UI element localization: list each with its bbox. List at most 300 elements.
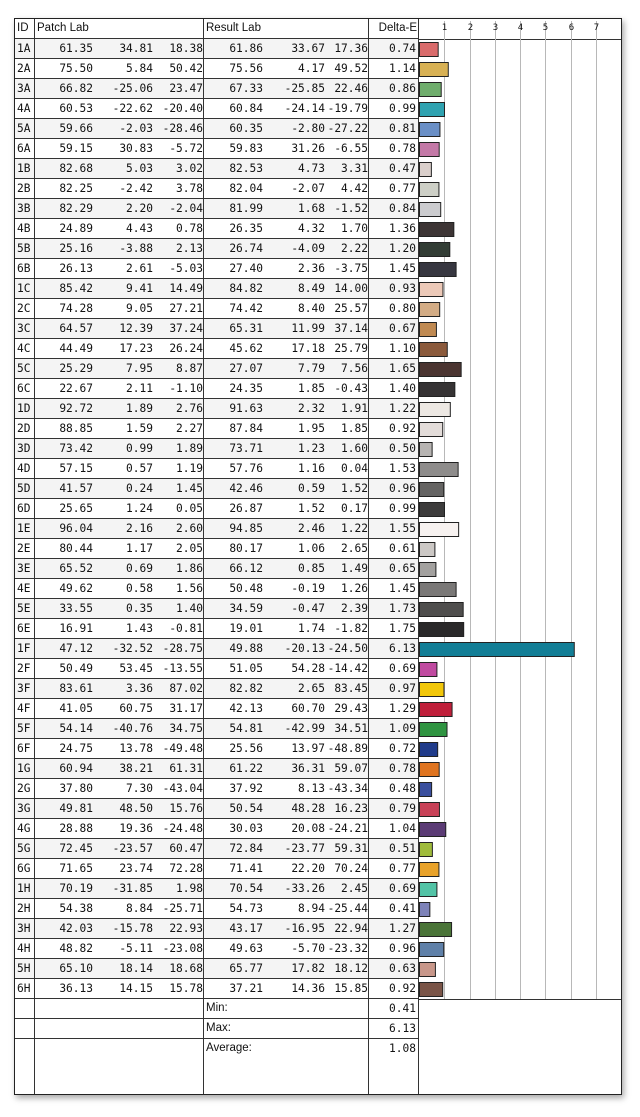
patch-b: 18.38	[169, 42, 203, 55]
delta-e-bar	[420, 63, 449, 77]
x-tick-label: 1	[441, 23, 448, 33]
result-l: 74.42	[229, 302, 263, 315]
patch-b: 27.21	[169, 302, 203, 315]
delta-e-bar	[420, 363, 462, 377]
result-l: 65.31	[229, 322, 263, 335]
patch-l: 50.49	[59, 662, 93, 675]
patch-id: 4B	[17, 222, 31, 235]
patch-l: 61.35	[59, 42, 93, 55]
patch-a: 0.35	[126, 602, 153, 615]
result-a: 1.95	[298, 422, 325, 435]
result-a: 1.16	[298, 462, 325, 475]
delta-e-value: 1.22	[389, 402, 416, 415]
result-l: 45.62	[229, 342, 263, 355]
result-b: 2.65	[341, 542, 368, 555]
patch-a: 0.24	[126, 482, 153, 495]
table-row	[15, 859, 419, 879]
result-a: 0.59	[298, 482, 325, 495]
patch-id: 5C	[17, 362, 31, 375]
patch-l: 25.65	[59, 502, 93, 515]
result-l: 84.82	[229, 282, 263, 295]
patch-a: 1.59	[126, 422, 153, 435]
patch-b: -20.40	[162, 102, 203, 115]
result-b: 1.60	[341, 442, 368, 455]
patch-l: 82.25	[59, 182, 93, 195]
table-row	[15, 59, 419, 79]
delta-e-bar	[420, 743, 438, 757]
table-row	[15, 359, 419, 379]
patch-l: 41.05	[59, 702, 93, 715]
delta-e-value: 0.77	[389, 182, 416, 195]
delta-e-value: 1.53	[389, 462, 416, 475]
patch-id: 3F	[17, 682, 31, 695]
patch-b: -13.55	[162, 662, 203, 675]
delta-e-value: 0.99	[389, 502, 416, 515]
result-b: 37.14	[334, 322, 368, 335]
result-b: 25.57	[334, 302, 368, 315]
patch-b: -28.75	[162, 642, 203, 655]
delta-e-bar	[420, 603, 464, 617]
delta-e-value: 0.48	[389, 782, 416, 795]
table-row	[15, 799, 419, 819]
x-tick-label: 5	[542, 23, 549, 33]
table-row	[15, 219, 419, 239]
patch-id: 1H	[17, 882, 31, 895]
patch-a: 14.15	[119, 982, 153, 995]
result-b: 70.24	[334, 862, 368, 875]
table-row	[15, 259, 419, 279]
delta-e-value: 0.96	[389, 482, 416, 495]
patch-b: -2.04	[169, 202, 203, 215]
result-a: 33.67	[291, 42, 325, 55]
patch-lab-header: Patch Lab	[37, 22, 89, 34]
patch-b: 18.68	[169, 962, 203, 975]
result-b: -1.52	[334, 202, 368, 215]
delta-e-bar	[420, 283, 443, 297]
result-b: -43.34	[327, 782, 368, 795]
bars-group	[420, 43, 575, 997]
patch-l: 59.66	[59, 122, 93, 135]
result-a: -24.14	[284, 102, 325, 115]
patch-l: 96.04	[59, 522, 93, 535]
delta-e-value: 0.41	[389, 902, 416, 915]
patch-b: 14.49	[169, 282, 203, 295]
table-row	[15, 39, 419, 59]
table-row	[15, 579, 419, 599]
result-a: -20.13	[284, 642, 325, 655]
patch-a: 2.11	[126, 382, 153, 395]
patch-b: 8.87	[176, 362, 203, 375]
patch-a: -31.85	[112, 882, 153, 895]
patch-l: 44.49	[59, 342, 93, 355]
summary-value: 6.13	[389, 1022, 416, 1035]
patch-b: 1.56	[176, 582, 203, 595]
patch-a: 7.95	[126, 362, 153, 375]
result-b: 4.42	[341, 182, 368, 195]
result-a: 7.79	[298, 362, 325, 375]
delta-e-value: 0.72	[389, 742, 416, 755]
delta-e-bar	[420, 823, 446, 837]
patch-l: 57.15	[59, 462, 93, 475]
patch-b: 1.98	[176, 882, 203, 895]
result-b: 59.31	[334, 842, 368, 855]
result-l: 87.84	[229, 422, 263, 435]
result-a: 2.65	[298, 682, 325, 695]
table-row	[15, 759, 419, 779]
patch-id: 1G	[17, 762, 31, 775]
result-l: 49.88	[229, 642, 263, 655]
result-a: 20.08	[291, 822, 325, 835]
patch-id: 6H	[17, 982, 31, 995]
patch-b: -0.81	[169, 622, 203, 635]
patch-b: 3.02	[176, 162, 203, 175]
delta-e-bar	[420, 683, 444, 697]
patch-l: 88.85	[59, 422, 93, 435]
result-l: 54.81	[229, 722, 263, 735]
patch-b: 3.78	[176, 182, 203, 195]
table-row	[15, 139, 419, 159]
result-a: 4.17	[298, 62, 325, 75]
patch-l: 66.82	[59, 82, 93, 95]
result-l: 25.56	[229, 742, 263, 755]
result-b: -27.22	[327, 122, 368, 135]
patch-a: 1.24	[126, 502, 153, 515]
patch-id: 6F	[17, 742, 31, 755]
patch-id: 6G	[17, 862, 31, 875]
result-a: 8.13	[298, 782, 325, 795]
delta-e-value: 1.09	[389, 722, 416, 735]
result-b: -24.21	[327, 822, 368, 835]
patch-id: 3G	[17, 802, 31, 815]
table-row	[15, 639, 419, 659]
delta-e-bar	[420, 843, 433, 857]
delta-e-value: 0.63	[389, 962, 416, 975]
delta-e-bar	[420, 203, 441, 217]
result-l: 71.41	[229, 862, 263, 875]
result-l: 50.48	[229, 582, 263, 595]
patch-b: 2.13	[176, 242, 203, 255]
result-l: 72.84	[229, 842, 263, 855]
patch-a: 53.45	[119, 662, 153, 675]
patch-a: -2.42	[119, 182, 153, 195]
table-row	[15, 99, 419, 119]
result-a: -2.07	[291, 182, 325, 195]
patch-l: 65.52	[59, 562, 93, 575]
result-l: 65.77	[229, 962, 263, 975]
patch-a: 1.43	[126, 622, 153, 635]
result-l: 26.35	[229, 222, 263, 235]
delta-e-value: 0.92	[389, 982, 416, 995]
patch-l: 36.13	[59, 982, 93, 995]
result-b: -25.44	[327, 902, 368, 915]
delta-e-bar	[420, 583, 457, 597]
patch-a: 0.58	[126, 582, 153, 595]
delta-e-value: 0.99	[389, 102, 416, 115]
patch-id: 6B	[17, 262, 31, 275]
patch-id: 3E	[17, 562, 31, 575]
delta-e-bar	[420, 303, 440, 317]
delta-e-value: 1.55	[389, 522, 416, 535]
patch-b: 15.78	[169, 982, 203, 995]
patch-a: 0.69	[126, 562, 153, 575]
delta-e-bar	[420, 543, 435, 557]
id-header: ID	[17, 22, 29, 34]
patch-l: 83.61	[59, 682, 93, 695]
result-a: 2.46	[298, 522, 325, 535]
delta-e-value: 0.61	[389, 542, 416, 555]
patch-a: -40.76	[112, 722, 153, 735]
result-l: 57.76	[229, 462, 263, 475]
table-row	[15, 739, 419, 759]
delta-e-bar	[420, 183, 439, 197]
delta-e-bar	[420, 443, 433, 457]
result-l: 51.05	[229, 662, 263, 675]
delta-e-bar	[420, 963, 436, 977]
patch-l: 82.68	[59, 162, 93, 175]
result-a: -33.26	[284, 882, 325, 895]
result-a: 2.32	[298, 402, 325, 415]
table-row	[15, 399, 419, 419]
result-a: -16.95	[284, 922, 325, 935]
patch-a: -25.06	[112, 82, 153, 95]
result-l: 42.13	[229, 702, 263, 715]
result-a: 1.68	[298, 202, 325, 215]
delta-e-bar	[420, 123, 440, 137]
delta-e-value: 1.10	[389, 342, 416, 355]
patch-b: 0.05	[176, 502, 203, 515]
result-b: -23.32	[327, 942, 368, 955]
delta-e-value: 0.77	[389, 862, 416, 875]
table-row	[15, 519, 419, 539]
delta-e-bar	[420, 943, 444, 957]
delta-e-bar	[420, 503, 445, 517]
patch-a: 3.36	[126, 682, 153, 695]
result-l: 50.54	[229, 802, 263, 815]
patch-id: 2D	[17, 422, 31, 435]
delta-e-value: 0.51	[389, 842, 416, 855]
result-b: 7.56	[341, 362, 368, 375]
delta-e-value: 0.69	[389, 882, 416, 895]
result-l: 61.22	[229, 762, 263, 775]
table-row	[15, 379, 419, 399]
delta-e-value: 0.80	[389, 302, 416, 315]
delta-e-bar	[420, 663, 437, 677]
result-l: 49.63	[229, 942, 263, 955]
table-row	[15, 779, 419, 799]
result-a: 11.99	[291, 322, 325, 335]
result-l: 82.82	[229, 682, 263, 695]
patch-id: 3C	[17, 322, 31, 335]
result-a: 4.32	[298, 222, 325, 235]
patch-id: 3H	[17, 922, 31, 935]
result-l: 42.46	[229, 482, 263, 495]
patch-l: 64.57	[59, 322, 93, 335]
delta-e-header: Delta-E	[378, 22, 417, 34]
patch-a: 0.57	[126, 462, 153, 475]
patch-a: 1.17	[126, 542, 153, 555]
patch-l: 24.89	[59, 222, 93, 235]
patch-a: 5.03	[126, 162, 153, 175]
result-a: 1.06	[298, 542, 325, 555]
patch-a: -23.57	[112, 842, 153, 855]
table-row	[15, 879, 419, 899]
delta-e-bar	[420, 163, 432, 177]
result-a: 17.18	[291, 342, 325, 355]
patch-l: 28.88	[59, 822, 93, 835]
delta-e-value: 1.36	[389, 222, 416, 235]
patch-b: 1.86	[176, 562, 203, 575]
patch-id: 4H	[17, 942, 31, 955]
x-tick-label: 4	[517, 23, 524, 33]
result-l: 60.35	[229, 122, 263, 135]
patch-id: 3B	[17, 202, 31, 215]
table-row	[15, 299, 419, 319]
result-a: -25.85	[284, 82, 325, 95]
table-row	[15, 419, 419, 439]
delta-e-value: 1.14	[389, 62, 416, 75]
delta-e-value: 1.73	[389, 602, 416, 615]
table-row	[15, 459, 419, 479]
patch-a: 17.23	[119, 342, 153, 355]
delta-e-value: 0.78	[389, 762, 416, 775]
patch-id: 4D	[17, 462, 31, 475]
patch-a: -22.62	[112, 102, 153, 115]
table-row	[15, 699, 419, 719]
table-row	[15, 819, 419, 839]
delta-e-bar	[420, 83, 442, 97]
result-a: 17.82	[291, 962, 325, 975]
patch-id: 5G	[17, 842, 31, 855]
patch-l: 49.62	[59, 582, 93, 595]
patch-a: 1.89	[126, 402, 153, 415]
result-b: 1.49	[341, 562, 368, 575]
patch-b: -43.04	[162, 782, 203, 795]
patch-b: 87.02	[169, 682, 203, 695]
table-row	[15, 899, 419, 919]
result-lab-header: Result Lab	[206, 22, 261, 34]
delta-e-value: 0.50	[389, 442, 416, 455]
result-b: 15.85	[334, 982, 368, 995]
patch-b: 15.76	[169, 802, 203, 815]
result-l: 60.84	[229, 102, 263, 115]
delta-e-value: 0.97	[389, 682, 416, 695]
table-row	[15, 719, 419, 739]
patch-a: 60.75	[119, 702, 153, 715]
result-l: 94.85	[229, 522, 263, 535]
delta-e-bar	[420, 863, 439, 877]
delta-e-bar	[420, 523, 459, 537]
result-l: 91.63	[229, 402, 263, 415]
patch-l: 60.94	[59, 762, 93, 775]
result-b: -19.79	[327, 102, 368, 115]
delta-e-bar	[420, 783, 432, 797]
result-b: 29.43	[334, 702, 368, 715]
patch-id: 6A	[17, 142, 31, 155]
patch-a: 8.84	[126, 902, 153, 915]
table-row	[15, 599, 419, 619]
delta-e-value: 0.74	[389, 42, 416, 55]
summary-row	[15, 1039, 419, 1059]
patch-id: 2E	[17, 542, 31, 555]
delta-e-bar	[420, 103, 445, 117]
result-b: 0.04	[341, 462, 368, 475]
table-row	[15, 119, 419, 139]
patch-id: 6C	[17, 382, 31, 395]
result-a: -23.77	[284, 842, 325, 855]
patch-id: 2F	[17, 662, 31, 675]
delta-e-bar	[420, 423, 443, 437]
result-b: 22.94	[334, 922, 368, 935]
delta-e-value: 1.40	[389, 382, 416, 395]
delta-e-value: 0.67	[389, 322, 416, 335]
patch-a: 19.36	[119, 822, 153, 835]
patch-id: 2C	[17, 302, 31, 315]
table-row	[15, 939, 419, 959]
patch-l: 72.45	[59, 842, 93, 855]
result-b: 1.91	[341, 402, 368, 415]
patch-id: 3D	[17, 442, 31, 455]
patch-b: -25.71	[162, 902, 203, 915]
result-a: 4.73	[298, 162, 325, 175]
delta-e-bar	[420, 803, 440, 817]
result-a: -2.80	[291, 122, 325, 135]
patch-l: 37.80	[59, 782, 93, 795]
result-b: 17.36	[334, 42, 368, 55]
result-b: 16.23	[334, 802, 368, 815]
result-a: 22.20	[291, 862, 325, 875]
patch-id: 5D	[17, 482, 31, 495]
column-divider	[368, 19, 369, 1094]
table-row	[15, 839, 419, 859]
result-a: -4.09	[291, 242, 325, 255]
table-row	[15, 539, 419, 559]
delta-e-bar	[420, 623, 464, 637]
result-b: -14.42	[327, 662, 368, 675]
summary-row	[15, 1019, 419, 1039]
table-row	[15, 199, 419, 219]
column-divider	[34, 19, 35, 1094]
patch-b: 1.19	[176, 462, 203, 475]
result-b: -3.75	[334, 262, 368, 275]
result-l: 73.71	[229, 442, 263, 455]
result-a: 60.70	[291, 702, 325, 715]
patch-id: 2A	[17, 62, 31, 75]
patch-l: 70.19	[59, 882, 93, 895]
table-row	[15, 239, 419, 259]
delta-e-bar	[420, 903, 430, 917]
patch-id: 4C	[17, 342, 31, 355]
delta-e-bar	[420, 383, 455, 397]
patch-b: 61.31	[169, 762, 203, 775]
summary-label: Max:	[206, 1022, 231, 1034]
result-a: 1.74	[298, 622, 325, 635]
delta-e-value: 0.78	[389, 142, 416, 155]
result-b: 3.31	[341, 162, 368, 175]
summary-value: 1.08	[389, 1042, 416, 1055]
result-l: 24.35	[229, 382, 263, 395]
table-row	[15, 679, 419, 699]
result-a: 0.85	[298, 562, 325, 575]
result-l: 26.87	[229, 502, 263, 515]
x-axis-ticks	[442, 23, 599, 33]
table-row	[15, 279, 419, 299]
result-l: 82.53	[229, 162, 263, 175]
patch-l: 82.29	[59, 202, 93, 215]
table-row	[15, 619, 419, 639]
result-a: 8.49	[298, 282, 325, 295]
patch-l: 22.67	[59, 382, 93, 395]
patch-b: 23.47	[169, 82, 203, 95]
